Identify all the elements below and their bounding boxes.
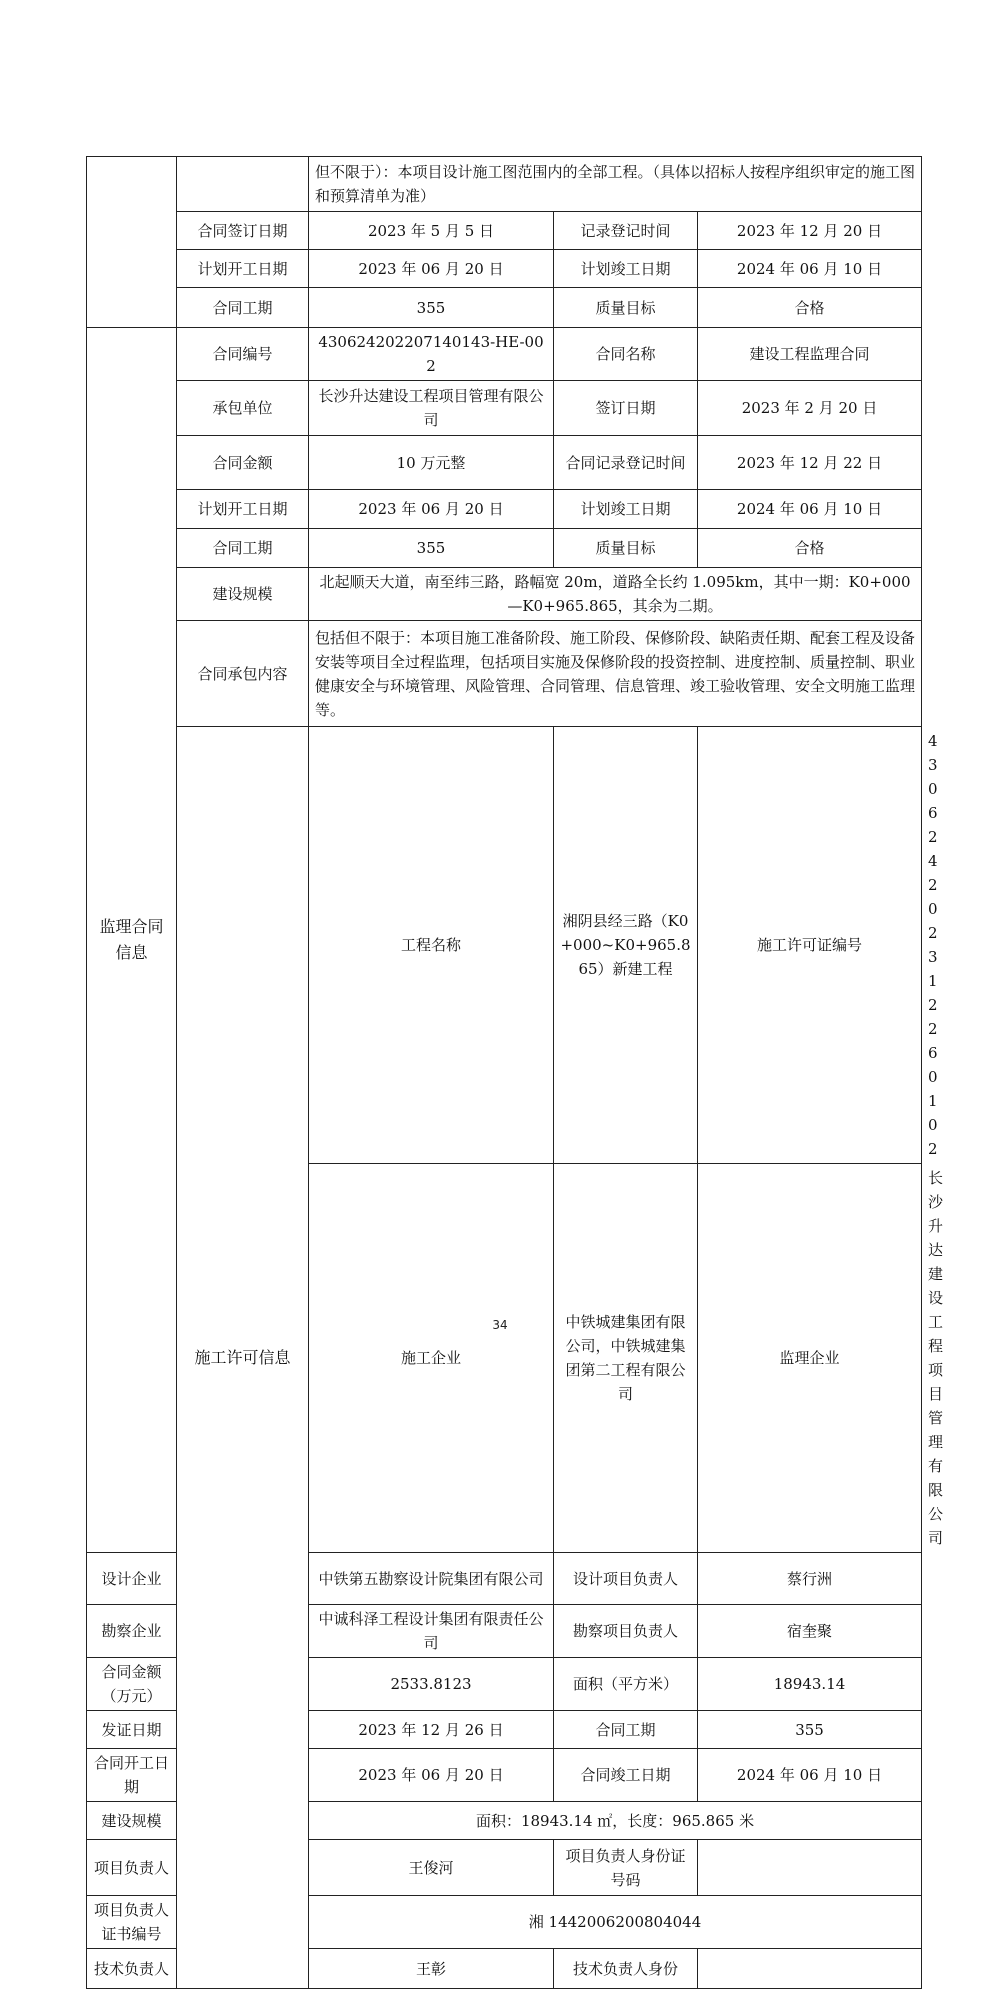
field-value: 长沙升达建设工程项目管理有限公司 (309, 381, 554, 436)
field-value: 王俊河 (309, 1840, 554, 1896)
section-label-permit: 施工许可信息 (177, 727, 309, 1989)
field-value: 2023 年 06 月 20 日 (309, 1749, 554, 1802)
field-label: 质量目标 (554, 529, 698, 568)
field-label: 质量目标 (554, 288, 698, 328)
field-label: 技术负责人 (87, 1949, 177, 1989)
field-value: 中铁第五勘察设计院集团有限公司 (309, 1553, 554, 1605)
field-label: 监理企业 (698, 1164, 922, 1553)
field-value: 2024 年 06 月 10 日 (698, 490, 922, 529)
field-value: 2023 年 06 月 20 日 (309, 490, 554, 529)
table-row (87, 490, 922, 529)
scope-continued: 但不限于）：本项目设计施工图范围内的全部工程。（具体以招标人按程序组织审定的施工图和预算清单为准） (309, 157, 922, 212)
field-label: 设计企业 (87, 1553, 177, 1605)
table-row (87, 529, 922, 568)
field-label: 项目负责人身份证号码 (554, 1840, 698, 1896)
field-value: 430624202207140143-HE-002 (309, 328, 554, 381)
field-label: 项目负责人证书编号 (87, 1896, 177, 1949)
field-label: 计划开工日期 (177, 250, 309, 288)
field-label: 签订日期 (554, 381, 698, 436)
field-value: 2023 年 12 月 20 日 (698, 212, 922, 250)
field-value: 2024 年 06 月 10 日 (698, 1749, 922, 1802)
field-label: 计划开工日期 (177, 490, 309, 529)
field-value: 建设工程监理合同 (698, 328, 922, 381)
table-row (87, 250, 922, 288)
field-label (177, 157, 309, 212)
field-label: 承包单位 (177, 381, 309, 436)
field-label: 合同签订日期 (177, 212, 309, 250)
field-label: 技术负责人身份 (554, 1949, 698, 1989)
field-label: 合同金额（万元） (87, 1658, 177, 1711)
contract-info-table (86, 156, 944, 1989)
table-row (87, 212, 922, 250)
table-row (87, 436, 922, 490)
field-value: 10 万元整 (309, 436, 554, 490)
field-label: 设计项目负责人 (554, 1553, 698, 1605)
field-value: 355 (309, 288, 554, 328)
field-label: 工程名称 (309, 727, 554, 1164)
field-label: 面积（平方米） (554, 1658, 698, 1711)
field-label: 合同名称 (554, 328, 698, 381)
field-label: 计划竣工日期 (554, 490, 698, 529)
field-label: 勘察企业 (87, 1605, 177, 1658)
field-label: 合同承包内容 (177, 621, 309, 727)
field-label: 合同竣工日期 (554, 1749, 698, 1802)
field-value: 合格 (698, 288, 922, 328)
field-value: 湘阴县经三路（K0+000~K0+965.865）新建工程 (554, 727, 698, 1164)
field-value: 中铁城建集团有限公司，中铁城建集团第二工程有限公司 (554, 1164, 698, 1553)
table-row (87, 568, 922, 621)
field-value: 2023 年 12 月 22 日 (698, 436, 922, 490)
table-row: 施工企业 中铁城建集团有限公司，中铁城建集团第二工程有限公司 监理企业 长沙升达建设工程项目管理有限公司 (87, 1164, 922, 1553)
field-value: 合格 (698, 529, 922, 568)
field-label: 发证日期 (87, 1711, 177, 1749)
table-row (87, 381, 922, 436)
field-value: 2533.8123 (309, 1658, 554, 1711)
field-value (698, 1840, 922, 1896)
field-value: 宿奎聚 (698, 1605, 922, 1658)
field-value: 蔡行洲 (698, 1553, 922, 1605)
field-value: 包括但不限于：本项目施工准备阶段、施工阶段、保修阶段、缺陷责任期、配套工程及设备安装等项目全过程监理，包括项目实施及保修阶段的投资控制、进度控制、质量控制、职业健康安全与环境管理、风险管理、合同管理、信息管理、竣工验收管理、安全文明施工监理等。 (309, 621, 922, 727)
field-value: 2023 年 12 月 26 日 (309, 1711, 554, 1749)
table-row (87, 288, 922, 328)
contract-info-table-container (86, 156, 944, 1989)
field-label: 建设规模 (177, 568, 309, 621)
field-value: 2023 年 5 月 5 日 (309, 212, 554, 250)
field-label: 合同工期 (177, 529, 309, 568)
field-value: 2024 年 06 月 10 日 (698, 250, 922, 288)
field-value: 355 (698, 1711, 922, 1749)
field-value (698, 1949, 922, 1989)
field-label: 合同工期 (554, 1711, 698, 1749)
field-value: 北起顺天大道，南至纬三路，路幅宽 20m，道路全长约 1.095km，其中一期：K0+000—K0+965.865，其余为二期。 (309, 568, 922, 621)
field-label: 项目负责人 (87, 1840, 177, 1896)
table-row (87, 621, 922, 727)
field-label: 施工企业 (309, 1164, 554, 1553)
field-value: 355 (309, 529, 554, 568)
table-row (87, 328, 922, 381)
field-value: 2023 年 2 月 20 日 (698, 381, 922, 436)
field-label: 计划竣工日期 (554, 250, 698, 288)
field-label: 建设规模 (87, 1802, 177, 1840)
field-label: 施工许可证编号 (698, 727, 922, 1164)
field-value: 面积：18943.14 ㎡，长度：965.865 米 (309, 1802, 922, 1840)
field-value: 18943.14 (698, 1658, 922, 1711)
field-value: 王彰 (309, 1949, 554, 1989)
field-value: 2023 年 06 月 20 日 (309, 250, 554, 288)
section-label-supervision: 监理合同信息 (87, 328, 177, 1553)
table-row (87, 157, 922, 212)
field-label: 合同工期 (177, 288, 309, 328)
field-label: 合同记录登记时间 (554, 436, 698, 490)
field-label: 记录登记时间 (554, 212, 698, 250)
field-value: 中诚科泽工程设计集团有限责任公司 (309, 1605, 554, 1658)
field-label: 合同开工日期 (87, 1749, 177, 1802)
section-label-cell (87, 157, 177, 328)
field-label: 合同编号 (177, 328, 309, 381)
field-value: 湘 1442006200804044 (309, 1896, 922, 1949)
field-label: 勘察项目负责人 (554, 1605, 698, 1658)
table-row: 施工许可信息 工程名称 湘阴县经三路（K0+000~K0+965.865）新建工程 施工许可证编号 430624202312260102 (87, 727, 922, 1164)
page-number: 34 (492, 1318, 508, 1332)
field-label: 合同金额 (177, 436, 309, 490)
